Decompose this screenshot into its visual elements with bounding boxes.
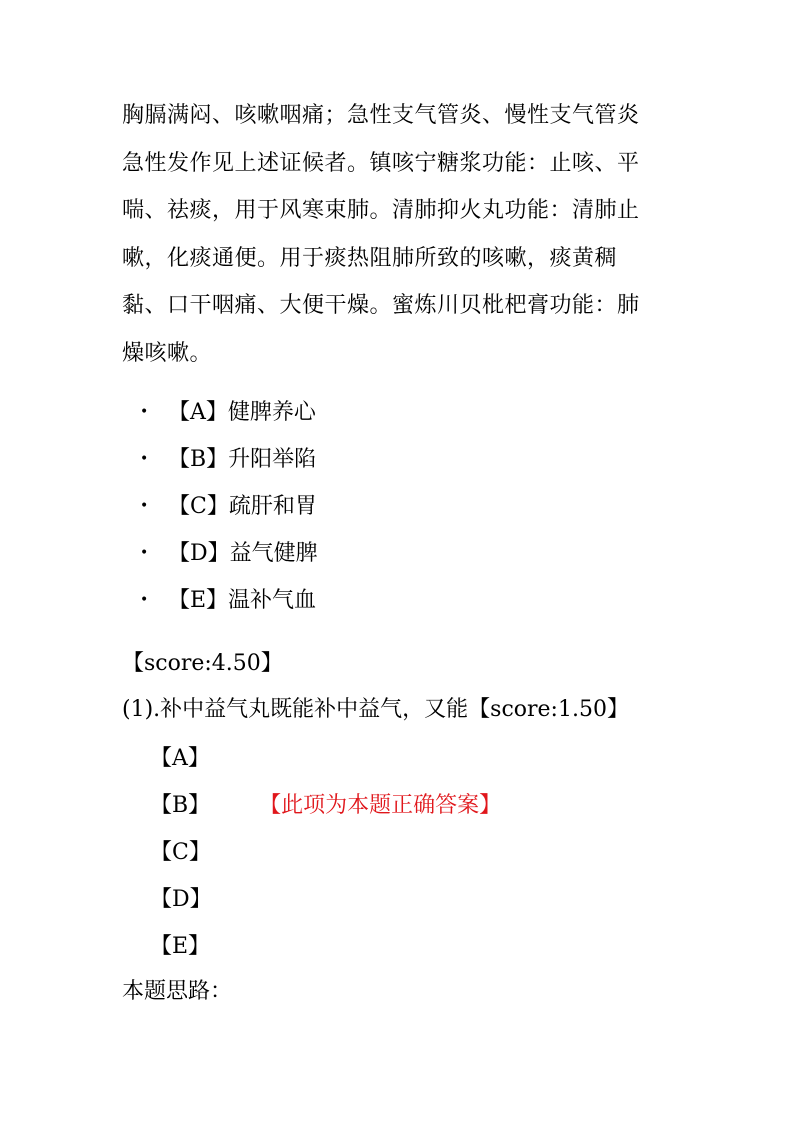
- option-text: 【C】疏肝和胃: [168, 494, 317, 519]
- bullet-icon: •: [140, 404, 149, 420]
- paragraph-line: 黏、口干咽痛、大便干燥。蜜炼川贝枇杷膏功能：肺: [122, 293, 640, 318]
- question-text: (1).补中益气丸既能补中益气，又能【score:1.50】: [122, 697, 629, 722]
- option-item-e: [140, 577, 318, 624]
- answer-item-c: [150, 829, 501, 876]
- bullet-icon: •: [140, 498, 149, 514]
- paragraph-line: 急性发作见上述证候者。镇咳宁糖浆功能：止咳、平: [122, 150, 640, 176]
- answer-label: 【E】: [150, 934, 211, 959]
- bullet-icon: •: [140, 451, 149, 467]
- option-text: 【A】健脾养心: [168, 400, 316, 425]
- answer-item-d: [150, 876, 501, 923]
- answer-label: 【A】: [150, 746, 210, 771]
- option-text: 【D】益气健脾: [168, 541, 318, 566]
- answer-list: [150, 735, 501, 970]
- option-list: [140, 389, 318, 624]
- option-item-b: [140, 436, 318, 483]
- paragraph-line: 嗽，化痰通便。用于痰热阻肺所致的咳嗽，痰黄稠: [122, 245, 618, 271]
- answer-item-e: [150, 923, 501, 970]
- answer-label: 【C】: [150, 840, 211, 865]
- option-text: 【B】升阳举陷: [168, 447, 317, 472]
- paragraph-line: 燥咳嗽。: [122, 340, 213, 366]
- solution-idea-label: 本题思路：: [122, 979, 233, 1004]
- option-text: 【E】温补气血: [168, 588, 317, 613]
- answer-label: 【B】: [150, 793, 211, 818]
- section-score: 【score:4.50】: [122, 651, 283, 676]
- explanation-paragraph: [122, 92, 682, 377]
- bullet-icon: •: [140, 592, 149, 608]
- option-item-c: [140, 483, 318, 530]
- bullet-icon: •: [140, 545, 149, 561]
- option-item-d: [140, 530, 318, 577]
- answer-item-b: [150, 782, 501, 829]
- paragraph-line: 喘、祛痰，用于风寒束肺。清肺抑火丸功能：清肺止: [122, 198, 640, 223]
- option-item-a: [140, 389, 318, 436]
- answer-label: 【D】: [150, 887, 212, 912]
- answer-item-a: [150, 735, 501, 782]
- paragraph-line: 胸膈满闷、咳嗽咽痛；急性支气管炎、慢性支气管炎: [122, 103, 640, 128]
- correct-answer-note: 【此项为本题正确答案】: [259, 793, 502, 818]
